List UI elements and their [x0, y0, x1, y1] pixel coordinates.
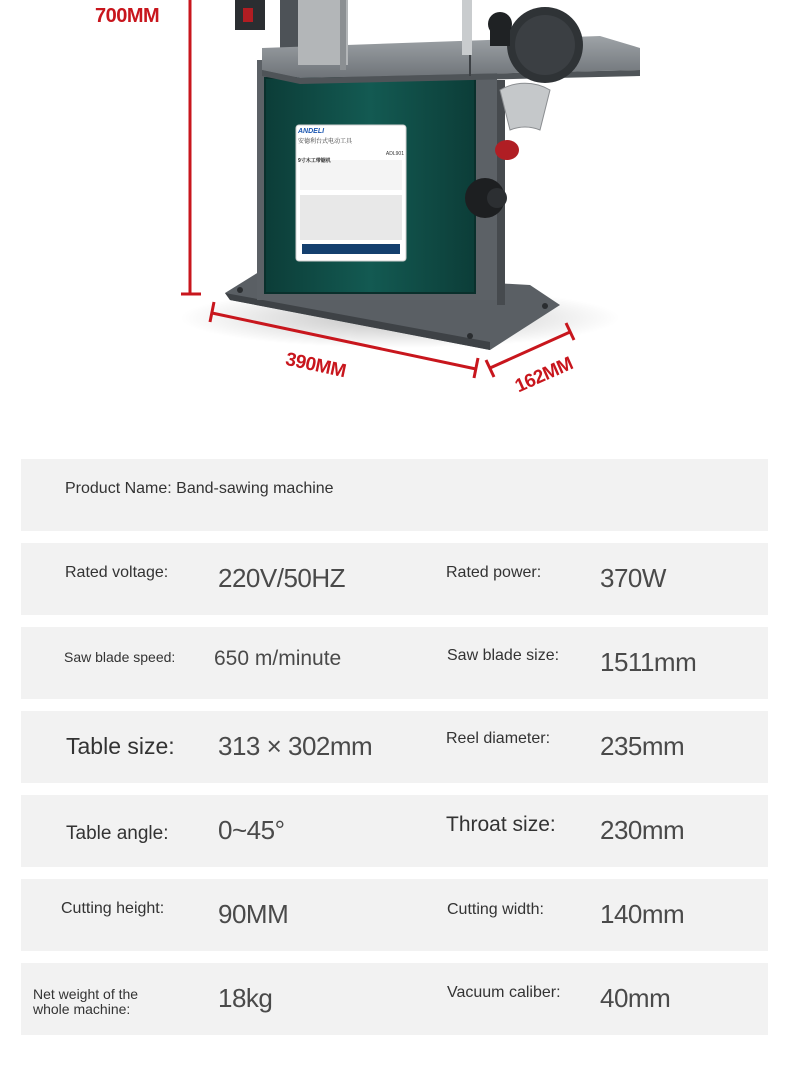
dimension-lines: [0, 0, 790, 420]
product-name-text: Product Name: Band-sawing machine: [65, 480, 334, 497]
reel-diameter-label: Reel diameter:: [446, 730, 551, 747]
saw-blade-size-label: Saw blade size:: [447, 647, 560, 664]
height-dimension-label: 700MM: [95, 5, 160, 27]
rated-voltage-label: Rated voltage:: [65, 564, 169, 581]
throat-size-label: Throat size:: [446, 813, 556, 836]
table-angle-value: 0~45°: [218, 815, 285, 845]
spec-row-cutting: [21, 879, 768, 951]
rated-power-label: Rated power:: [446, 564, 542, 581]
label-brand: ANDELI: [298, 128, 325, 135]
rated-voltage-value: 220V/50HZ: [218, 563, 346, 593]
saw-blade-size-value: 1511mm: [600, 647, 697, 677]
net-weight-value: 18kg: [218, 983, 273, 1013]
net-weight-label-line2: whole machine:: [33, 1001, 131, 1017]
spec-row-voltage-power: [21, 543, 768, 615]
label-product: 9寸木工带锯机: [298, 158, 331, 164]
rated-power-value: 370W: [600, 563, 666, 593]
spec-row-weight-vacuum: [21, 963, 768, 1035]
reel-diameter-value: 235mm: [600, 731, 685, 761]
label-model: ADL901: [385, 151, 404, 157]
table-angle-label: Table angle:: [66, 823, 169, 844]
cutting-height-value: 90MM: [218, 899, 289, 929]
table-size-value: 313 × 302mm: [218, 731, 373, 761]
depth-dimension-label: 162MM: [512, 353, 577, 398]
spec-row-table-size-reel: [21, 711, 768, 783]
throat-size-value: 230mm: [600, 815, 685, 845]
saw-blade-speed-value: 650 m/minute: [214, 647, 342, 670]
product-image-area: [0, 0, 790, 420]
cutting-height-label: Cutting height:: [61, 900, 165, 917]
label-subtitle: 安德利台式电动工具: [298, 139, 353, 145]
width-dimension-label: 390MM: [283, 349, 348, 383]
vacuum-caliber-label: Vacuum caliber:: [447, 984, 561, 1001]
vacuum-caliber-value: 40mm: [600, 983, 671, 1013]
spec-row-product-name: [21, 459, 768, 531]
cutting-width-label: Cutting width:: [447, 901, 544, 918]
spec-row-angle-throat: [21, 795, 768, 867]
spec-row-blade-speed-size: [21, 627, 768, 699]
net-weight-label-line1: Net weight of the: [33, 986, 139, 1002]
cutting-width-value: 140mm: [600, 899, 685, 929]
saw-blade-speed-label: Saw blade speed:: [64, 649, 176, 665]
table-size-label: Table size:: [66, 733, 175, 759]
net-weight-label: [33, 987, 138, 1017]
